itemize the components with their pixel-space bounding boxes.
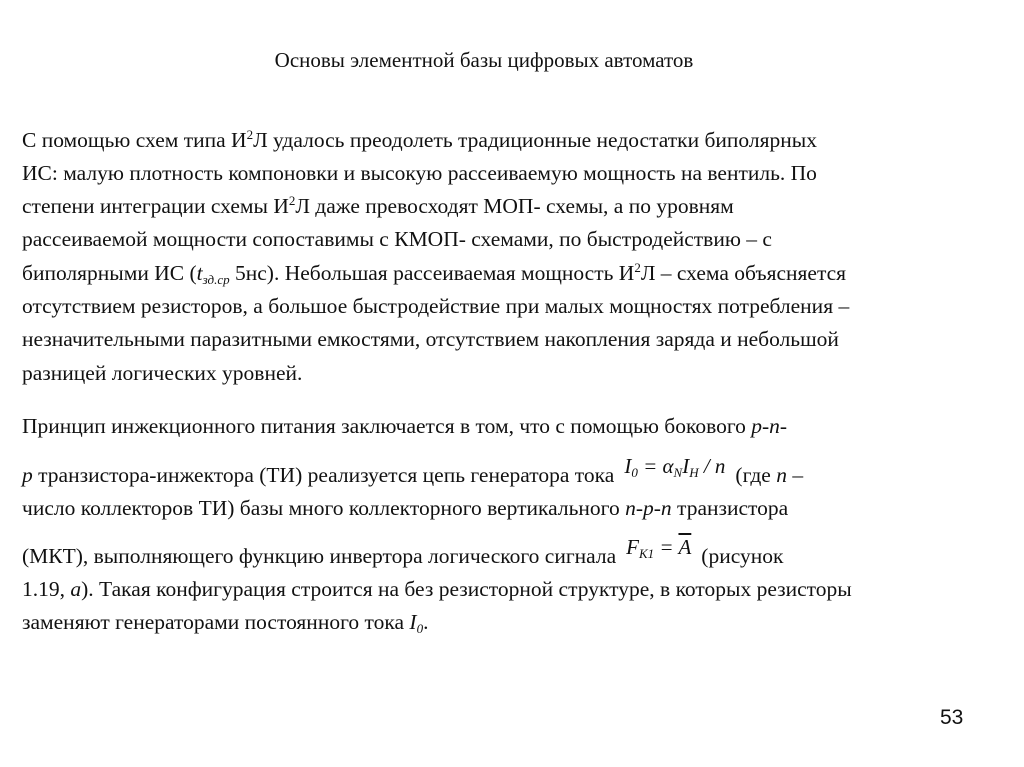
text-line: С помощью схем типа $И^2Л$ удалось преодолеть традиционные недостатки биполярных — [22, 127, 817, 152]
text-line: разницей логических уровней. — [22, 361, 303, 385]
text-line: p транзистора-инжектора (ТИ) реализуется цепь генератора тока $I_0 = \alpha_NI_H / n$ (где n – — [22, 454, 804, 487]
text-line: заменяют генераторами постоянного тока $I_0$. — [22, 610, 429, 636]
text-line: степени интеграции схемы $И^2Л$ даже превосходят МОП- схемы, а по уровням — [22, 193, 734, 218]
text-line: (МКТ), выполняющего функцию инвертора логического сигнала $F_{K1} = \overline{A}$ (рисунок — [22, 535, 784, 568]
slide-title: Основы элементной базы цифровых автоматов — [274, 48, 694, 72]
formula-current-generator: $I_0 = \alpha_NI_H / n$ — [624, 454, 726, 480]
formula-inverter: $F_{K1} = \overline{A}$ — [626, 535, 692, 561]
text-line: биполярными ИС ($t_{зд.ср}$ 5нс). Небольшая рассеиваемая мощность $И^2Л$ – схема объясняется — [22, 260, 847, 287]
text-line: отсутствием резисторов, а большое быстродействие при малых мощностях потребления – — [22, 294, 850, 318]
text-line: число коллекторов ТИ) базы много коллекторного вертикального n-p-n транзистора — [22, 496, 789, 520]
text-line: ИС: малую плотность компоновки и высокую рассеиваемую мощность на вентиль. По — [22, 161, 817, 185]
text-line: Принцип инжекционного питания заключается в том, что с помощью бокового p-n- — [22, 414, 788, 438]
text-line: незначительными паразитными емкостями, отсутствием накопления заряда и небольшой — [22, 327, 839, 351]
text-line: рассеиваемой мощности сопоставимы с КМОП- схемами, по быстродействию – с — [22, 227, 772, 251]
text-line: 1.19, а). Такая конфигурация строится на без резисторной структуре, в которых резисторы — [22, 577, 852, 601]
page-number: 53 — [940, 706, 964, 729]
